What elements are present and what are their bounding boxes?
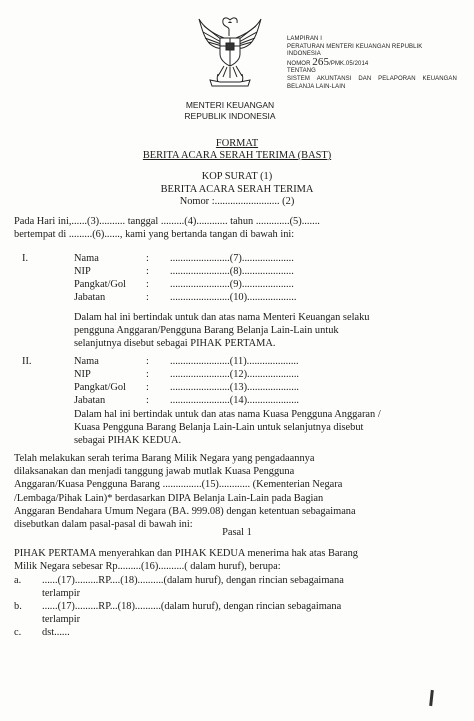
party-2-number: II. — [22, 356, 32, 367]
ministry-line-2: REPUBLIK INDONESIA — [184, 111, 276, 121]
handover-paragraph: Telah melakukan serah terima Barang Milik Negara yang pengadaannya dilaksanakan dan menjadi tanggung jawab mutlak Kuasa Pengguna Anggaran/Kuasa Pengguna Barang ...............(15)............ (Kementerian Negara /Lembaga/Pihak Lain)* berdasarkan DIPA Belanja Lain-Lain pada Bagian Anggaran Bendahara Umum Negara (BA. 999.08) dengan ketentuan sebagaimana disebutkan dalam pasal-pasal di bawah ini: — [14, 453, 356, 531]
list-item: b. ......(17).........RP...(18)..........(dalam huruf), dengan rincian sebagaimana — [14, 601, 342, 612]
party-1-name-row: Nama : .......................(7).................... — [74, 253, 294, 264]
party-1-position-row: Jabatan : .......................(10)................... — [74, 292, 297, 303]
pasal-1-intro: PIHAK PERTAMA menyerahkan dan PIHAK KEDUA menerima hak atas Barang Milik Negara sebesar Rp.........(16)..........( dalam huruf), berupa: — [14, 548, 358, 573]
ministry-line-1: MENTERI KEUANGAN — [185, 100, 275, 110]
list-item-continuation: terlampir — [42, 614, 81, 625]
list-item-continuation: terlampir — [42, 588, 81, 599]
lampiran-label: LAMPIRAN I — [287, 36, 323, 42]
opening-line-1: Pada Hari ini,......(3).......... tanggal .........(4)............ tahun .............(5)....... — [14, 216, 320, 227]
list-item: a. ......(17).........RP....(18)..........(dalam huruf), dengan rincian sebagaimana — [14, 575, 344, 586]
party-1-description: Dalam hal ini bertindak untuk dan atas nama Menteri Keuangan selaku pengguna Anggaran/Pengguna Barang Belanja Lain-Lain untuk selanjutnya disebut sebagai PIHAK PERTAMA. — [74, 312, 370, 350]
regulation-number-value: 265 — [312, 55, 330, 68]
ministry-header — [150, 100, 310, 122]
list-item: c. dst...... — [14, 627, 70, 638]
regulation-subject: SISTEM AKUNTANSI DAN PELAPORAN KEUANGAN — [287, 75, 457, 82]
party-2-name-row: Nama : .......................(11).................... — [74, 356, 299, 367]
lampiran-block — [287, 36, 457, 91]
party-1-number: I. — [22, 253, 29, 264]
garuda-emblem-icon — [196, 14, 264, 92]
regulation-title: PERATURAN MENTERI KEUANGAN REPUBLIK INDONESIA — [287, 43, 423, 58]
party-1-fields — [74, 252, 296, 304]
regulation-number: NOMOR 265/PMK.05/2014 — [287, 55, 369, 68]
page-mark — [429, 690, 434, 706]
party-2-rank-row: Pangkat/Gol : .......................(13).................... — [74, 382, 300, 393]
pasal-1-items — [14, 574, 464, 639]
pasal-1-title: Pasal 1 — [222, 527, 252, 538]
tentang-label: TENTANG — [287, 68, 316, 75]
party-2-fields — [74, 355, 299, 407]
format-title: FORMAT — [215, 138, 259, 149]
berita-acara-title: BERITA ACARA SERAH TERIMA — [160, 184, 314, 195]
party-2-nip-row: NIP : .......................(12).................... — [74, 369, 300, 380]
party-1-nip-row: NIP : .......................(8).................... — [74, 266, 294, 277]
bast-title: BERITA ACARA SERAH TERIMA (BAST) — [142, 150, 332, 161]
kop-surat: KOP SURAT (1) — [201, 171, 273, 182]
document-number: Nomor :......................... (2) — [179, 196, 295, 207]
party-1-rank-row: Pangkat/Gol : .......................(9).................... — [74, 279, 294, 290]
party-2-description: Dalam hal ini bertindak untuk dan atas nama Kuasa Pengguna Anggaran / Kuasa Pengguna Barang Belanja Lain-Lain untuk selanjutnya disebut sebagai PIHAK KEDUA. — [74, 409, 381, 447]
regulation-subject-line-2: BELANJA LAIN-LAIN — [287, 83, 346, 90]
opening-line-2: bertempat di .........(6)......, kami yang bertanda tangan di bawah ini: — [14, 229, 295, 240]
party-2-position-row: Jabatan : .......................(14).................... — [74, 395, 300, 406]
